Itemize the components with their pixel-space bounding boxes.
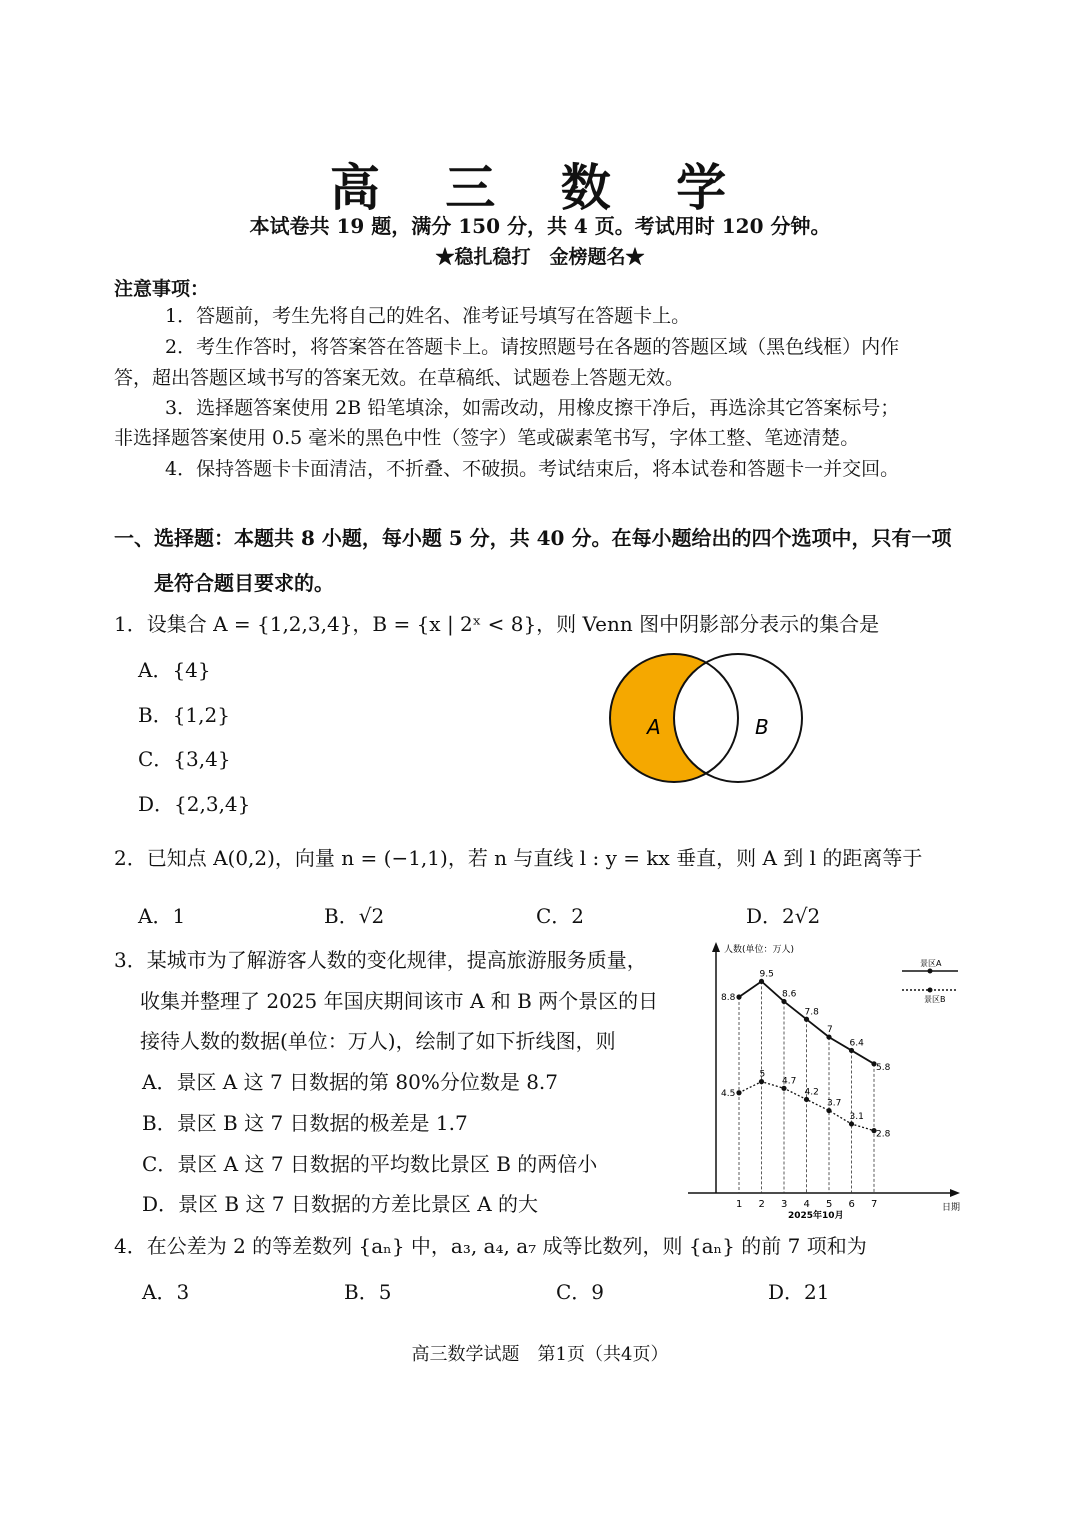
q2-option-d: D．2√2	[746, 904, 821, 928]
q3-option-c: C．景区 A 这 7 日数据的平均数比景区 B 的两倍小	[142, 1152, 598, 1176]
data-point	[826, 1108, 831, 1113]
x-axis-arrow	[950, 1189, 960, 1197]
q1-option-c: C．{3,4}	[138, 747, 231, 771]
x-axis-label: 日期	[942, 1203, 961, 1213]
data-point	[849, 1048, 854, 1053]
data-point	[781, 999, 786, 1004]
legend-a-marker	[928, 969, 933, 974]
data-label: 9.5	[759, 969, 774, 980]
data-point	[826, 1034, 831, 1039]
x-axis-sublabel: 2025年10月	[788, 1211, 844, 1221]
data-label: 8.6	[782, 989, 797, 1000]
q3-option-b: B．景区 B 这 7 日数据的极差是 1.7	[142, 1111, 468, 1135]
motto: ★稳扎稳打 金榜题名★	[435, 246, 645, 268]
page-title: 高 三 数 学	[329, 158, 751, 217]
data-label: 4.7	[782, 1076, 797, 1087]
q4-option-d: D．21	[768, 1280, 830, 1304]
exam-info: 本试卷共 19 题，满分 150 分，共 4 页。考试用时 120 分钟。	[249, 214, 831, 238]
q4-option-b: B．5	[344, 1280, 392, 1304]
data-label: 3.1	[849, 1111, 864, 1122]
venn-label-a: A	[647, 715, 661, 739]
q2-option-a: A．1	[138, 904, 186, 928]
venn-label-b: B	[755, 715, 769, 739]
page-footer: 高三数学试题 第1页（共4页）	[411, 1344, 669, 1365]
q3-stem-2: 收集并整理了 2025 年国庆期间该市 A 和 B 两个景区的日	[140, 989, 659, 1013]
x-tick-label: 1	[736, 1199, 743, 1210]
q1-option-a: A．{4}	[138, 658, 211, 682]
x-tick-label: 5	[826, 1199, 833, 1210]
data-point	[781, 1086, 786, 1091]
notice-heading: 注意事项：	[114, 278, 210, 300]
q1-stem: 1．设集合 A = {1,2,3,4}，B = {x | 2ˣ < 8}，则 Venn 图中阴影部分表示的集合是	[114, 612, 880, 636]
data-label: 5.8	[876, 1062, 891, 1073]
x-tick-label: 4	[803, 1199, 810, 1210]
x-tick-label: 3	[781, 1199, 788, 1210]
legend-b-label: 景区B	[924, 995, 946, 1004]
q3-stem-1: 3．某城市为了解游客人数的变化规律，提高旅游服务质量，	[114, 948, 647, 972]
x-tick-label: 6	[848, 1199, 855, 1210]
q3-stem-3: 接待人数的数据(单位：万人)，绘制了如下折线图，则	[140, 1029, 616, 1053]
line-chart	[680, 938, 975, 1228]
q2-stem: 2．已知点 A(0,2)，向量 n = (−1,1)，若 n 与直线 l : y = kx 垂直，则 A 到 l 的距离等于	[114, 846, 923, 870]
data-point	[759, 979, 764, 984]
notice-line-4: 4．保持答题卡卡面清洁，不折叠、不破损。考试结束后，将本试卷和答题卡一并交回。	[165, 458, 900, 480]
q2-option-b: B．√2	[324, 904, 385, 928]
data-label: 5	[759, 1069, 766, 1080]
q4-option-c: C．9	[556, 1280, 605, 1304]
data-label: 7	[827, 1025, 833, 1036]
data-label: 4.2	[804, 1087, 819, 1098]
legend-a-label: 景区A	[920, 959, 942, 968]
data-point	[804, 1097, 809, 1102]
data-label: 7.8	[804, 1007, 819, 1018]
y-axis-label: 人数(单位：万人)	[724, 945, 795, 955]
notice-line-2b: 答，超出答题区域书写的答案无效。在草稿纸、试题卷上答题无效。	[114, 367, 685, 389]
q4-option-a: A．3	[142, 1280, 190, 1304]
chart-legend	[902, 958, 958, 1004]
q1-option-b: B．{1,2}	[138, 703, 230, 727]
data-point	[736, 994, 741, 999]
data-label: 3.7	[827, 1098, 842, 1109]
data-label: 8.8	[721, 993, 736, 1003]
notice-line-3: 3．选择题答案使用 2B 铅笔填涂，如需改动，用橡皮擦干净后，再选涂其它答案标号；	[165, 397, 900, 419]
notice-line-2: 2．考生作答时，将答案答在答题卡上。请按照题号在各题的答题区域（黑色线框）内作	[165, 336, 900, 358]
q4-stem: 4．在公差为 2 的等差数列 {aₙ} 中，a₃, a₄, a₇ 成等比数列，则 {aₙ} 的前 7 项和为	[114, 1234, 867, 1258]
data-point	[849, 1121, 854, 1126]
data-label: 4.5	[721, 1088, 736, 1099]
q3-option-a: A．景区 A 这 7 日数据的第 80%分位数是 8.7	[142, 1070, 559, 1094]
data-point	[804, 1017, 809, 1022]
q3-option-d: D．景区 B 这 7 日数据的方差比景区 A 的大	[142, 1192, 539, 1216]
x-tick-label: 2	[758, 1199, 765, 1210]
notice-line-1: 1．答题前，考生先将自己的姓名、准考证号填写在答题卡上。	[165, 305, 691, 327]
data-label: 2.8	[876, 1129, 891, 1140]
venn-diagram	[600, 650, 810, 790]
data-label: 6.4	[849, 1038, 864, 1049]
notice-line-3b: 非选择题答案使用 0.5 毫米的黑色中性（签字）笔或碳素笔书写，字体工整、笔迹清楚。	[114, 427, 860, 449]
data-point	[759, 1079, 764, 1084]
x-tick-label: 7	[871, 1199, 878, 1210]
y-axis-arrow	[712, 942, 720, 952]
section-heading: 一、选择题：本题共 8 小题，每小题 5 分，共 40 分。在每小题给出的四个选项中，只有一项	[114, 526, 952, 550]
legend-b-marker	[928, 988, 933, 993]
data-point	[736, 1090, 741, 1095]
q2-option-c: C．2	[536, 904, 585, 928]
q1-option-d: D．{2,3,4}	[138, 792, 251, 816]
section-heading-cont: 是符合题目要求的。	[154, 571, 334, 595]
